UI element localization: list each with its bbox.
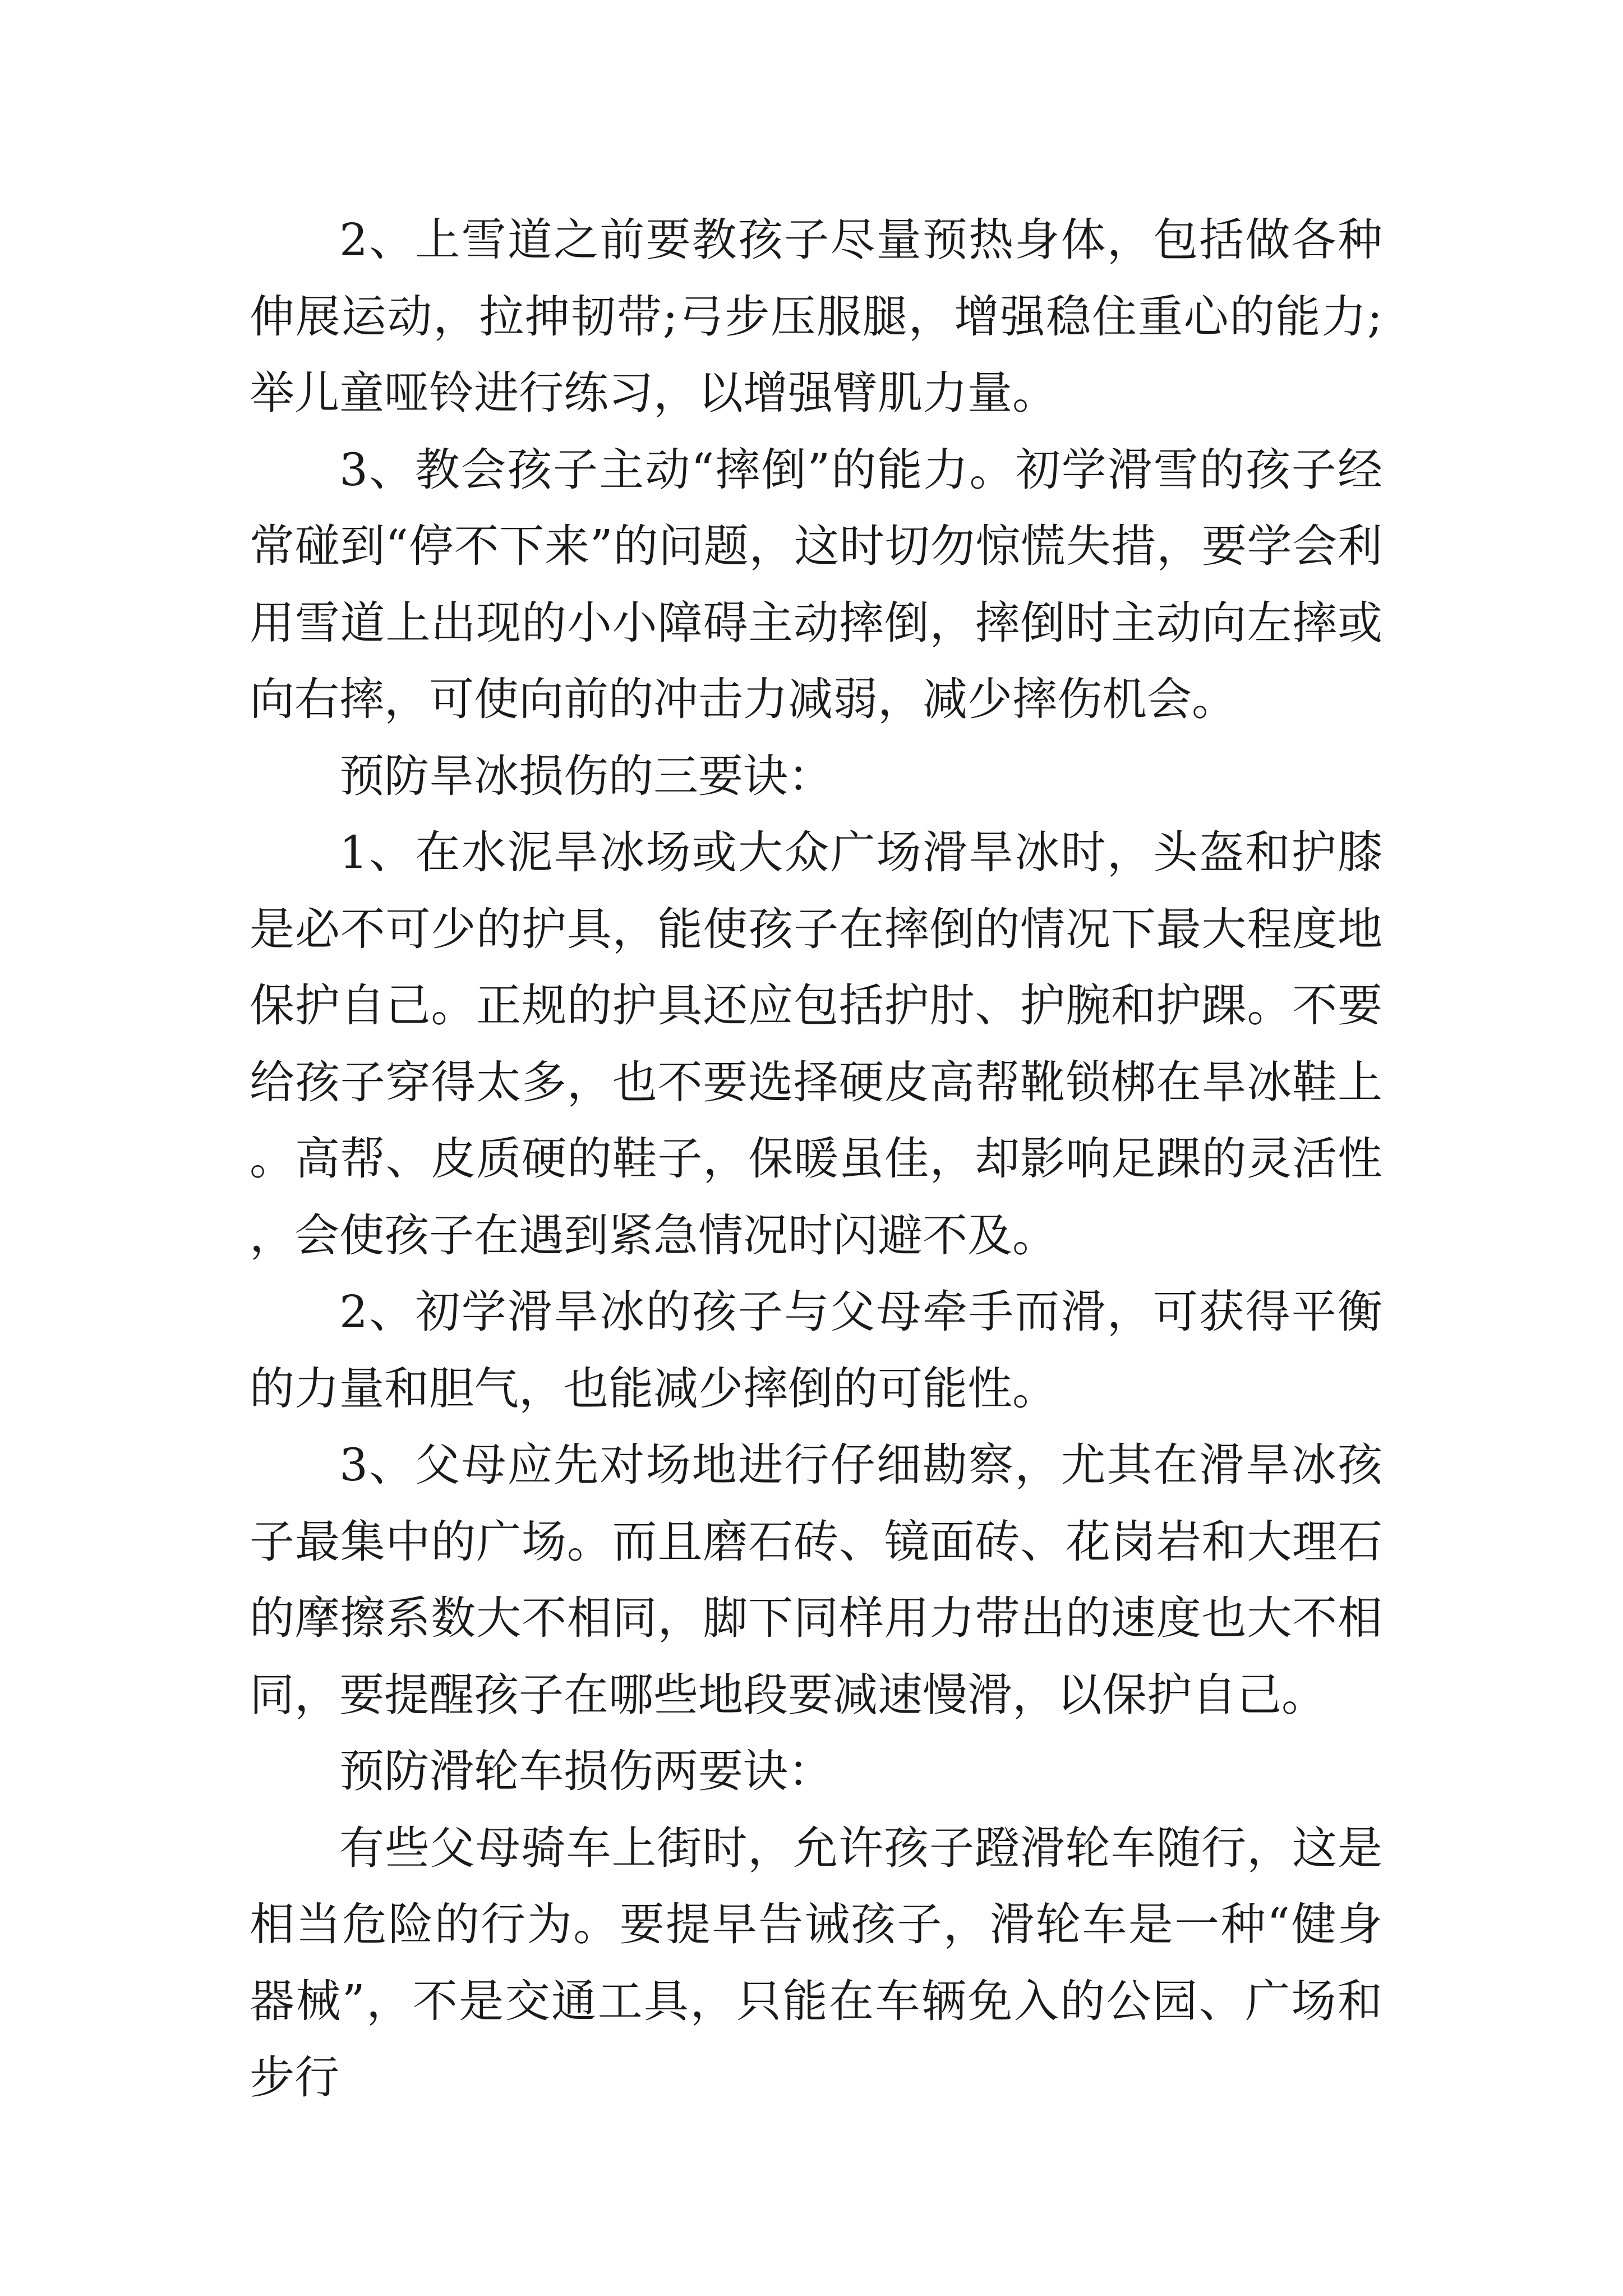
paragraph-skating-surface-check: 3、父母应先对场地进行仔细勘察，尤其在滑旱冰孩子最集中的广场。而且磨石砖、镜面砖、花岗岩和大理石的摩擦系数大不相同，脚下同样用力带出的速度也大不相同，要提醒孩子在哪些地段要减速慢滑，以保护自己。 bbox=[250, 1439, 1382, 1721]
paragraph-ski-warmup: 2、上雪道之前要教孩子尽量预热身体，包括做各种伸展运动，拉抻韧带;弓步压服腿，增强稳住重心的能力;举儿童哑铃进行练习，以增强臂肌力量。 bbox=[250, 214, 1382, 419]
paragraph-ski-falling: 3、教会孩子主动“摔倒”的能力。初学滑雪的孩子经常碰到“停不下来”的问题，这时切勿惊慌失措，要学会利用雪道上出现的小小障碍主动摔倒，摔倒时主动向左摔或向右摔，可使向前的冲击力减弱，减少摔伤机会。 bbox=[250, 443, 1382, 725]
document-body bbox=[250, 202, 1382, 2116]
paragraph-scooter-safety: 有些父母骑车上街时，允许孩子蹬滑轮车随行，这是相当危险的行为。要提早告诫孩子，滑轮车是一种“健身器械”，不是交通工具，只能在车辆免入的公园、广场和步行 bbox=[250, 1821, 1382, 2104]
paragraph-skating-hand-in-hand: 2、初学滑旱冰的孩子与父母牵手而滑，可获得平衡的力量和胆气，也能减少摔倒的可能性。 bbox=[250, 1286, 1382, 1415]
heading-scooter-tips: 预防滑轮车损伤两要诀： bbox=[339, 1745, 833, 1797]
paragraph-skating-protective-gear: 1、在水泥旱冰场或大众广场滑旱冰时，头盔和护膝是必不可少的护具，能使孩子在摔倒的情况下最大程度地保护自己。正规的护具还应包括护肘、护腕和护踝。不要给孩子穿得太多，也不要选择硬皮高帮靴锁梆在旱冰鞋上。高帮、皮质硬的鞋子，保暖虽佳，却影响足踝的灵活性，会使孩子在遇到紧急情况时闪避不及。 bbox=[250, 826, 1382, 1262]
heading-roller-skating-tips: 预防旱冰损伤的三要诀： bbox=[339, 749, 833, 802]
